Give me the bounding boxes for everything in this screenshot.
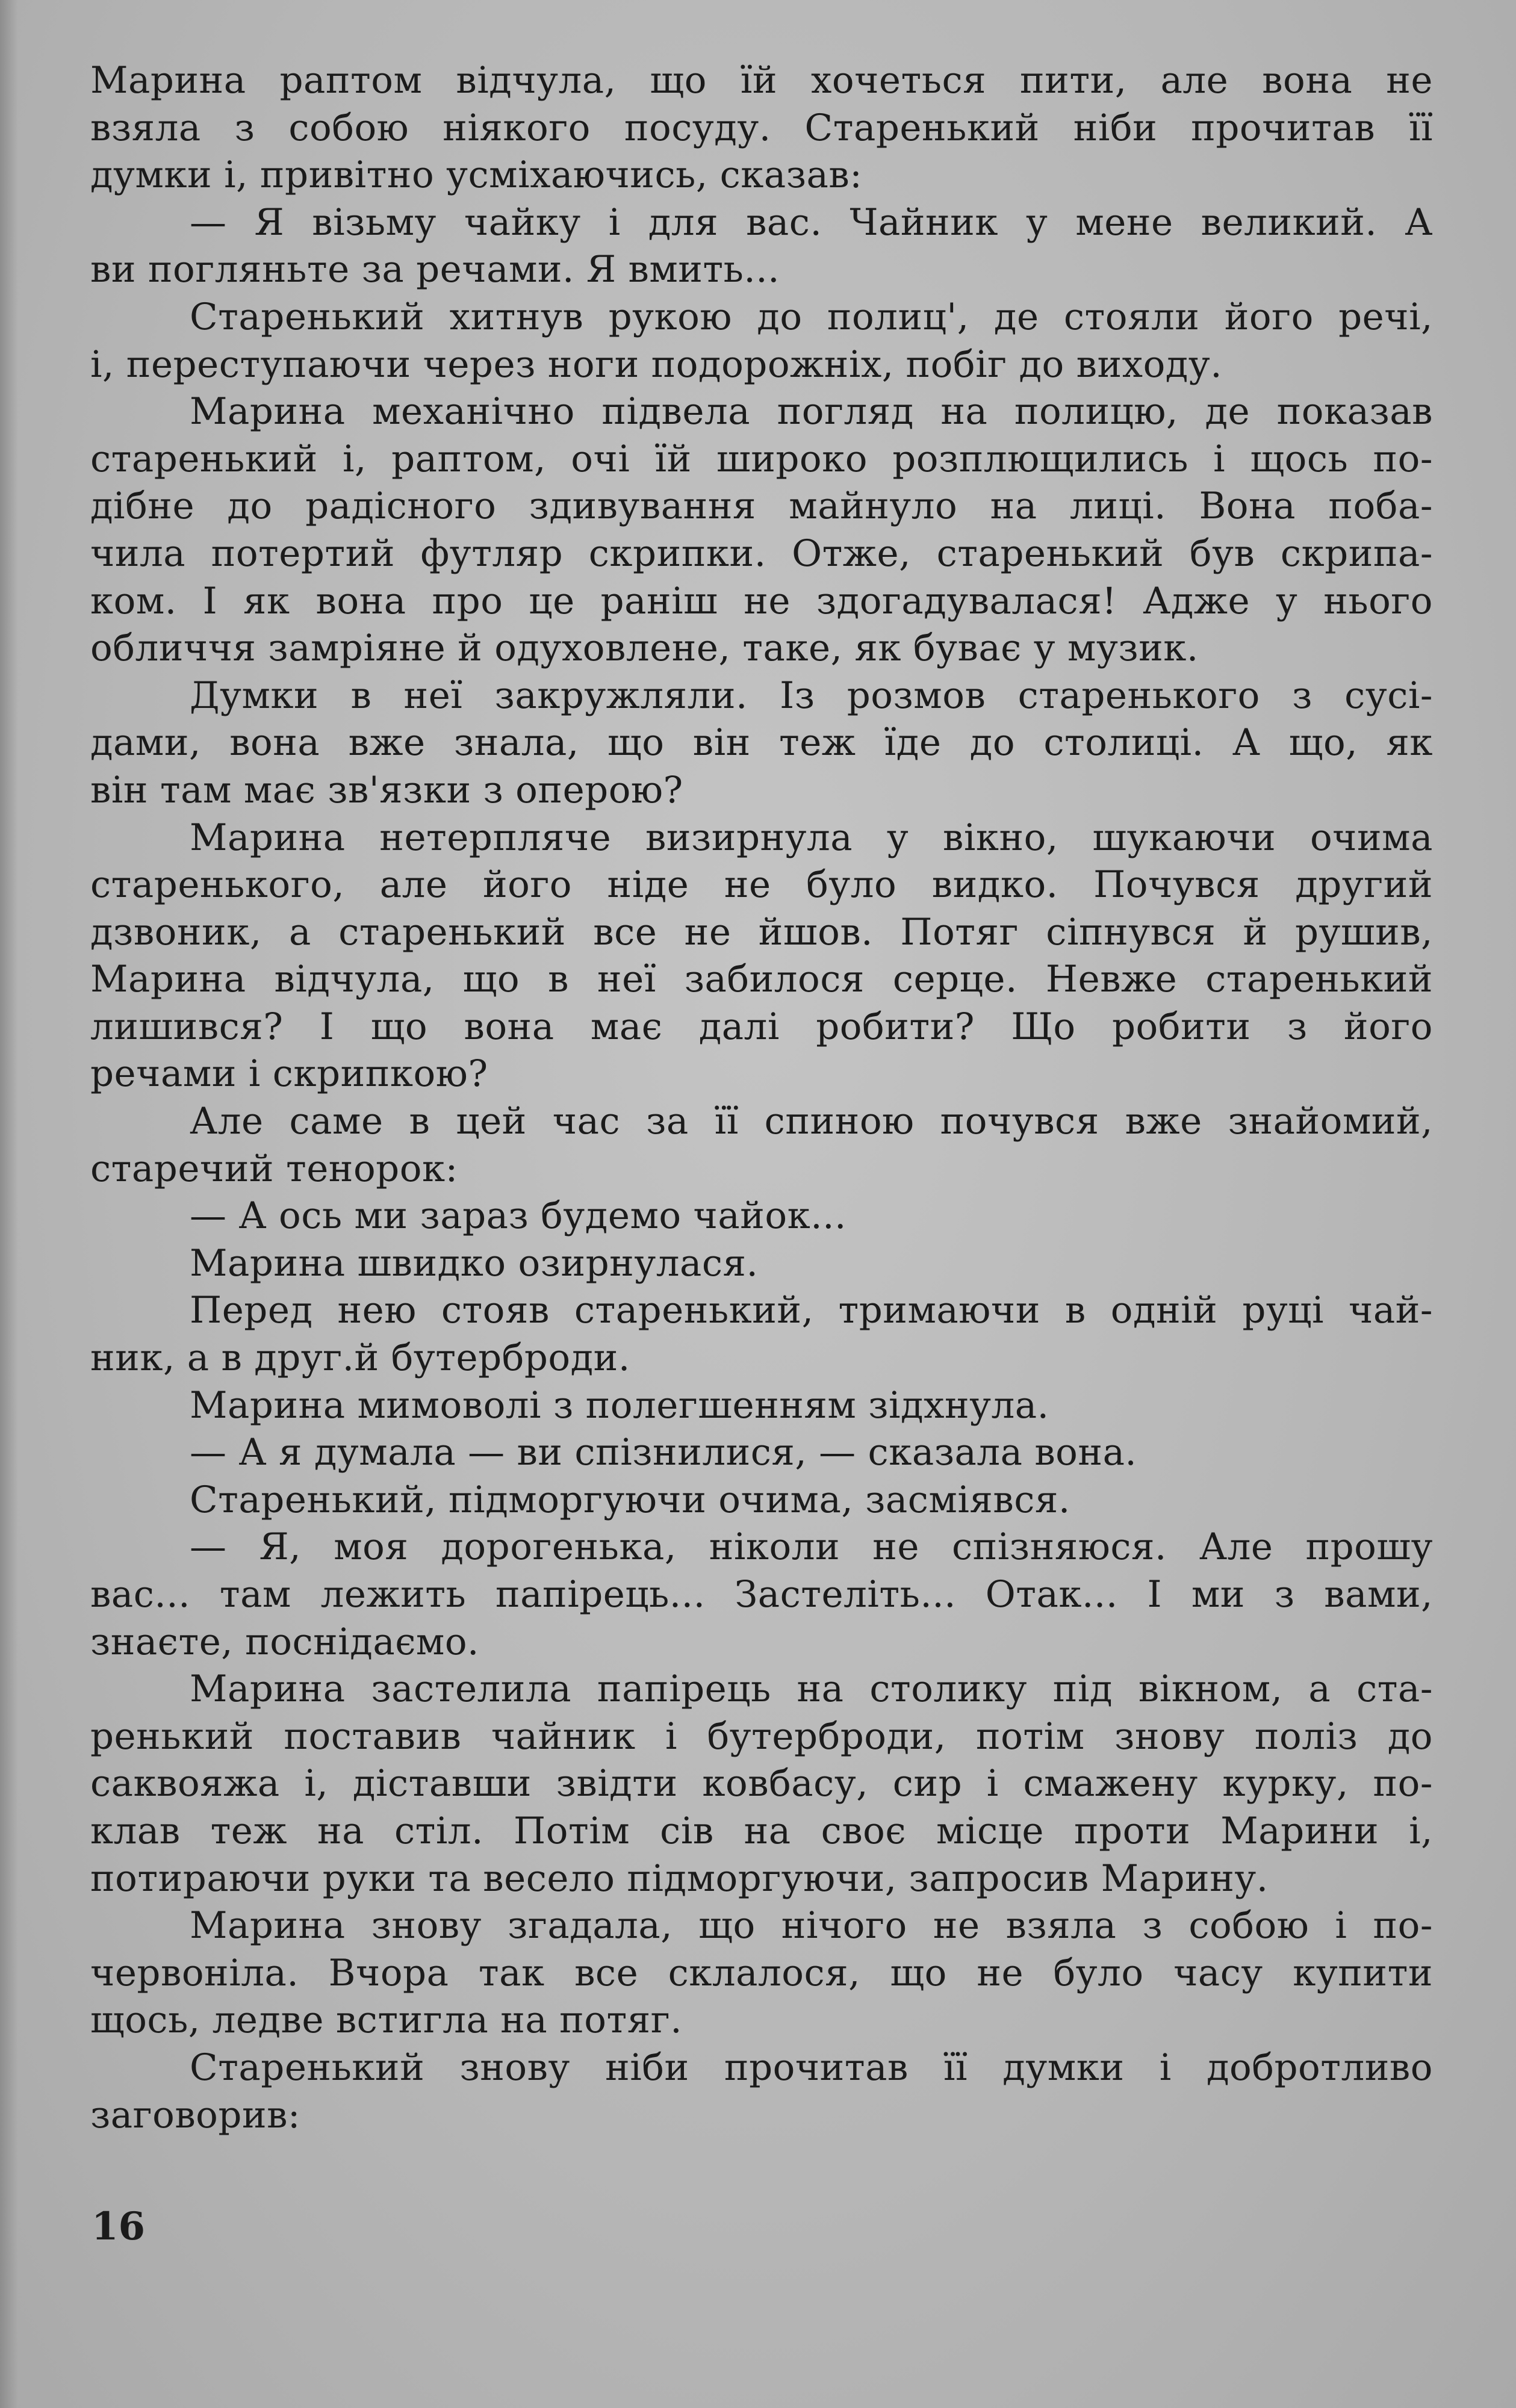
- page-edge-shadow: [0, 0, 18, 2408]
- text-line: Марина швидко озирнулася.: [190, 1241, 759, 1285]
- text-line: речами і скрипкою?: [90, 1052, 488, 1096]
- body-text: [90, 57, 1433, 2139]
- text-line: Марина механічно підвела погляд на полицю, де показав: [190, 390, 1433, 433]
- text-line: ви погляньте за речами. Я вмить...: [90, 248, 780, 291]
- text-line: старечий тенорок:: [90, 1147, 458, 1190]
- text-line: Марина застелила папірець на столику під вікном, а ста-: [190, 1668, 1433, 1711]
- text-line: вас... там лежить папірець... Застеліть... Отак... І ми з вами,: [90, 1573, 1433, 1616]
- text-line: заговорив:: [90, 2093, 300, 2136]
- text-line: він там має зв'язки з оперою?: [90, 768, 683, 811]
- text-line: дзвоник, а старенький все не йшов. Потяг сіпнувся й рушив,: [90, 910, 1433, 954]
- text-line: ник, а в друг.й бутерброди.: [90, 1336, 630, 1380]
- text-line: Марина мимоволі з полегшенням зідхнула.: [190, 1383, 1049, 1427]
- text-line: чила потертий футляр скрипки. Отже, старенький був скрипа-: [90, 532, 1433, 575]
- text-line: Старенький, підморгуючи очима, засміявся.: [190, 1478, 1070, 1521]
- text-line: дібне до радісного здивування майнуло на лиці. Вона поба-: [90, 485, 1433, 528]
- page-number: 16: [92, 2204, 146, 2249]
- text-line: Перед нею стояв старенький, тримаючи в одній руці чай-: [190, 1289, 1433, 1332]
- text-line: щось, ледве встигла на потяг.: [90, 1999, 683, 2042]
- text-line: Марина знову згадала, що нічого не взяла з собою і по-: [190, 1904, 1433, 1947]
- text-line: — А ось ми зараз будемо чайок...: [190, 1194, 847, 1238]
- text-line: — Я, моя дорогенька, ніколи не спізняюся. Але прошу: [190, 1525, 1433, 1569]
- text-line: думки і, привітно усміхаючись, сказав:: [90, 154, 863, 197]
- text-line: — А я думала — ви спізнилися, — сказала вона.: [190, 1431, 1137, 1474]
- text-line: Старенький знову ніби прочитав її думки і добротливо: [190, 2046, 1433, 2089]
- text-line: дами, вона вже знала, що він теж їде до столиці. А що, як: [90, 721, 1433, 765]
- text-line: знаєте, поснідаємо.: [90, 1620, 479, 1663]
- text-line: і, переступаючи через ноги подорожніх, побіг до виходу.: [90, 343, 1223, 386]
- text-line: Але саме в цей час за її спиною почувся вже знайомий,: [190, 1100, 1433, 1143]
- text-line: потираючи руки та весело підморгуючи, запросив Марину.: [90, 1857, 1269, 1900]
- text-line: саквояжа і, діставши звідти ковбасу, сир і смажену курку, по-: [90, 1762, 1433, 1805]
- text-line: Старенький хитнув рукою до полиц', де стояли його речі,: [190, 295, 1433, 338]
- text-line: ренький поставив чайник і бутерброди, потім знову поліз до: [90, 1714, 1433, 1758]
- text-line: старенького, але його ніде не було видко. Почувся другий: [90, 863, 1433, 907]
- text-line: взяла з собою ніякого посуду. Старенький ніби прочитав її: [90, 106, 1433, 149]
- text-line: Марина нетерпляче визирнула у вікно, шукаючи очима: [190, 816, 1433, 859]
- text-line: лишився? І що вона має далі робити? Що робити з його: [90, 1005, 1433, 1048]
- text-line: клав теж на стіл. Потім сів на своє місце проти Марини і,: [90, 1809, 1433, 1852]
- text-line: — Я візьму чайку і для вас. Чайник у мене великий. А: [190, 200, 1433, 244]
- text-line: старенький і, раптом, очі їй широко розплющились і щось по-: [90, 437, 1433, 480]
- text-line: червоніла. Вчора так все склалося, що не було часу купити: [90, 1951, 1433, 1994]
- text-line: Марина раптом відчула, що їй хочеться пити, але вона не: [90, 59, 1433, 102]
- text-line: ком. І як вона про це раніш не здогадувалася! Адже у нього: [90, 579, 1433, 622]
- text-line: Думки в неї закружляли. Із розмов старенького з сусі-: [190, 674, 1433, 717]
- text-line: обличчя замріяне й одуховлене, таке, як буває у музик.: [90, 627, 1199, 670]
- text-line: Марина відчула, що в неї забилося серце. Невже старенький: [90, 958, 1433, 1001]
